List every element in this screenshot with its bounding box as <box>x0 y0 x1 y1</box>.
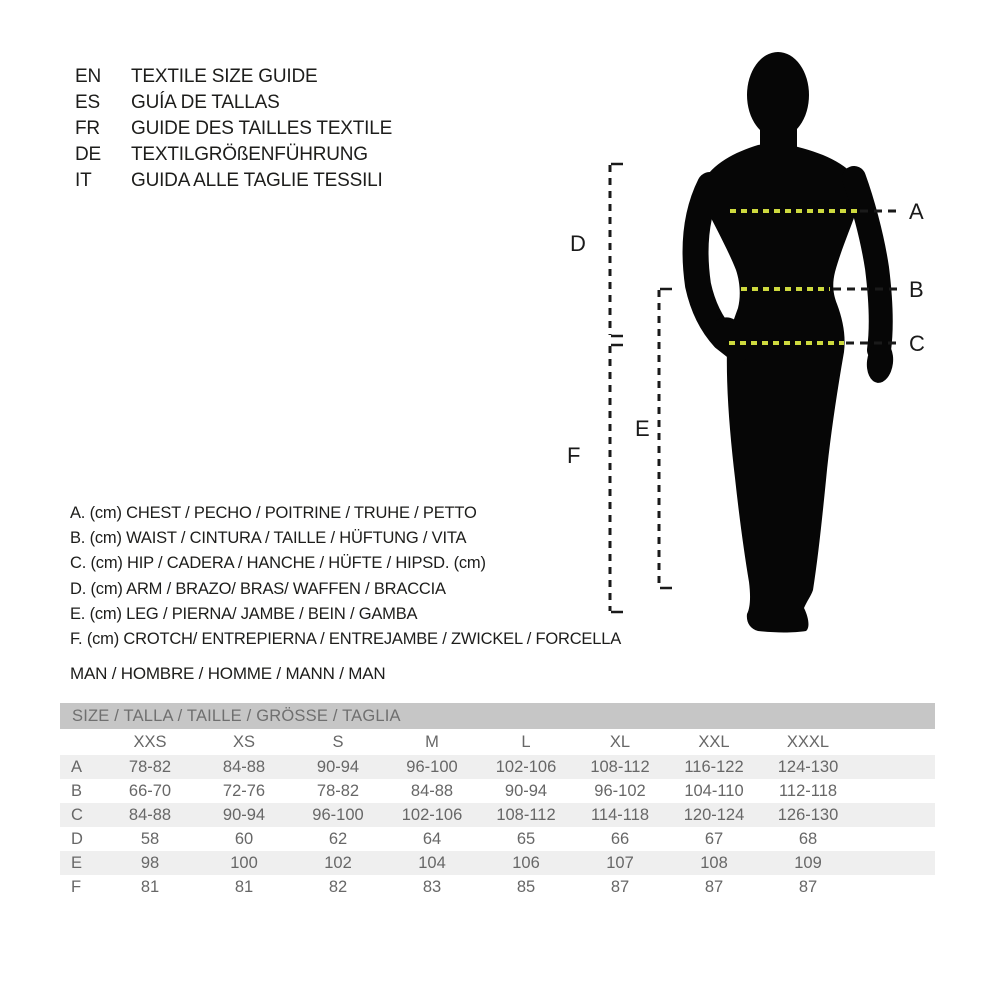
size-cell: 78-82 <box>316 781 360 800</box>
legend-item: B. (cm) WAIST / CINTURA / TAILLE / HÜFTUNG / VITA <box>70 529 467 548</box>
size-cell: 112-118 <box>778 781 838 800</box>
language-title: GUIDA ALLE TAGLIE TESSILI <box>131 170 383 191</box>
language-row <box>75 168 392 194</box>
silhouette-left-hand <box>704 312 744 349</box>
size-cell: 87 <box>704 877 724 896</box>
measure-labels <box>567 199 925 468</box>
row-label: B <box>71 781 83 800</box>
language-title: GUÍA DE TALLAS <box>131 92 280 113</box>
language-code: IT <box>75 170 92 191</box>
table-row <box>60 827 935 851</box>
size-cell: 60 <box>234 829 254 848</box>
size-table <box>60 703 935 899</box>
table-row <box>60 803 935 827</box>
size-cell: 87 <box>610 877 630 896</box>
measure-label-c: C <box>909 331 925 356</box>
size-cell: 124-130 <box>777 757 839 776</box>
size-cell: 107 <box>606 853 634 872</box>
language-code: FR <box>75 118 100 139</box>
size-cell: 81 <box>234 877 254 896</box>
silhouette-left-arm <box>696 185 738 349</box>
table-row <box>60 851 935 875</box>
language-title: GUIDE DES TAILLES TEXTILE <box>131 118 393 139</box>
measurement-lines <box>610 164 901 612</box>
legend-item: E. (cm) LEG / PIERNA/ JAMBE / BEIN / GAMBA <box>70 604 418 623</box>
column-header: L <box>521 732 531 751</box>
language-title: TEXTILGRÖßENFÜHRUNG <box>131 144 368 165</box>
size-cell: 58 <box>140 829 160 848</box>
size-cell: 96-100 <box>406 757 458 776</box>
language-row <box>75 142 392 168</box>
size-cell: 116-122 <box>684 757 744 776</box>
size-cell: 81 <box>140 877 160 896</box>
row-label: C <box>71 805 83 824</box>
row-label: A <box>71 757 83 776</box>
table-row <box>60 875 935 899</box>
silhouette-right-hand <box>865 340 896 385</box>
size-cell: 66 <box>610 829 630 848</box>
size-table-body <box>60 755 935 899</box>
size-cell: 106 <box>512 853 540 872</box>
size-cell: 82 <box>328 877 348 896</box>
size-cell: 102-106 <box>401 805 463 824</box>
column-header: XL <box>609 732 631 751</box>
legend-item: A. (cm) CHEST / PECHO / POITRINE / TRUHE / PETTO <box>70 504 477 522</box>
column-header: XXS <box>133 732 167 751</box>
size-cell: 90-94 <box>222 805 266 824</box>
size-cell: 126-130 <box>777 805 839 824</box>
row-label: F <box>71 877 82 896</box>
gender-heading: MAN / HOMBRE / HOMME / MANN / MAN <box>70 664 386 683</box>
legend-item: D. (cm) ARM / BRAZO/ BRAS/ WAFFEN / BRACCIA <box>70 579 446 598</box>
legend-item: F. (cm) CROTCH/ ENTREPIERNA / ENTREJAMBE / ZWICKEL / FORCELLA <box>70 630 621 649</box>
size-cell: 90-94 <box>316 757 360 776</box>
size-cell: 108 <box>700 853 728 872</box>
size-cell: 104 <box>418 853 446 872</box>
column-header: S <box>332 732 344 751</box>
size-cell: 108-112 <box>590 757 650 776</box>
size-cell: 109 <box>794 853 822 872</box>
size-cell: 104-110 <box>684 781 744 800</box>
column-header: XS <box>232 732 255 751</box>
legend-item: C. (cm) HIP / CADERA / HANCHE / HÜFTE / HIPSD. (cm) <box>70 554 486 573</box>
measure-label-e: E <box>635 416 650 441</box>
silhouette-head <box>747 52 809 138</box>
size-cell: 64 <box>422 829 442 848</box>
silhouette-right-arm <box>854 178 881 350</box>
language-code: EN <box>75 66 101 87</box>
size-cell: 96-100 <box>312 805 364 824</box>
column-header: M <box>425 732 439 751</box>
size-cell: 102 <box>324 853 352 872</box>
size-cell: 62 <box>328 829 348 848</box>
size-cell: 65 <box>516 829 536 848</box>
size-cell: 66-70 <box>128 781 172 800</box>
size-table-header-row <box>60 729 935 755</box>
size-cell: 96-102 <box>594 781 646 800</box>
size-cell: 114-118 <box>590 805 650 824</box>
language-row <box>75 116 392 142</box>
language-title-list <box>75 64 392 194</box>
size-cell: 83 <box>422 877 442 896</box>
size-cell: 67 <box>704 829 724 848</box>
size-cell: 84-88 <box>410 781 454 800</box>
language-row <box>75 64 392 90</box>
size-cell: 87 <box>798 877 818 896</box>
size-cell: 78-82 <box>128 757 172 776</box>
row-label: D <box>71 829 83 848</box>
silhouette-neck <box>760 115 797 163</box>
size-cell: 72-76 <box>222 781 266 800</box>
table-row <box>60 779 935 803</box>
size-cell: 90-94 <box>504 781 548 800</box>
language-code: DE <box>75 144 101 165</box>
size-cell: 84-88 <box>222 757 266 776</box>
size-cell: 84-88 <box>128 805 172 824</box>
size-cell: 68 <box>798 829 818 848</box>
measure-label-f: F <box>567 443 581 468</box>
language-title: TEXTILE SIZE GUIDE <box>131 66 318 87</box>
language-row <box>75 90 392 116</box>
table-row <box>60 755 935 779</box>
silhouette-torso-legs <box>702 144 862 633</box>
legend-list <box>70 501 621 652</box>
size-cell: 98 <box>140 853 160 872</box>
size-cell: 85 <box>516 877 536 896</box>
measure-label-a: A <box>909 199 924 224</box>
row-label: E <box>71 853 83 872</box>
size-cell: 108-112 <box>496 805 556 824</box>
language-code: ES <box>75 92 100 113</box>
measure-label-b: B <box>909 277 924 302</box>
size-table-title: SIZE / TALLA / TAILLE / GRÖSSE / TAGLIA <box>60 703 935 729</box>
size-cell: 102-106 <box>495 757 557 776</box>
size-cell: 120-124 <box>683 805 745 824</box>
column-header: XXXL <box>786 732 830 751</box>
man-silhouette <box>696 52 896 633</box>
size-cell: 100 <box>230 853 258 872</box>
measure-label-d: D <box>570 231 586 256</box>
column-header: XXL <box>698 732 730 751</box>
